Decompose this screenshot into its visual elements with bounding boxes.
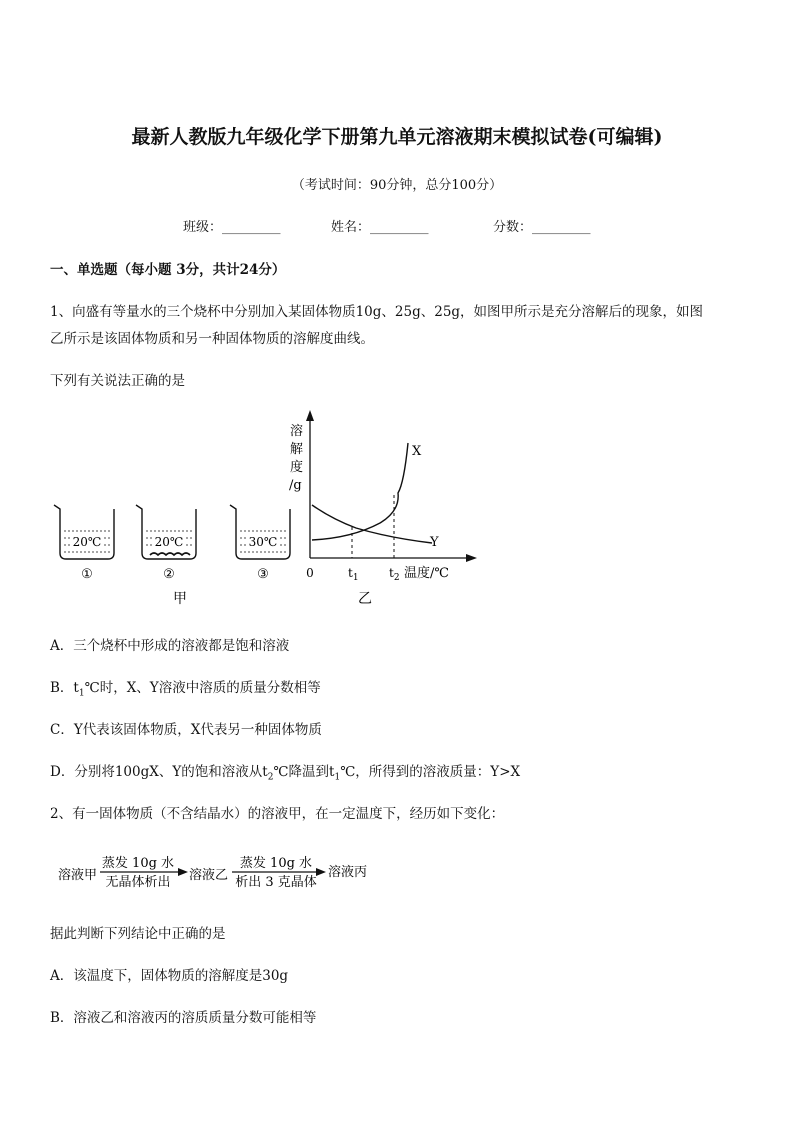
curve-y-label: Y	[430, 535, 439, 550]
beaker-1-temp: 20℃	[72, 535, 102, 549]
q1-option-d-sub1: 2	[267, 772, 274, 783]
curve-x-label: X	[412, 444, 422, 459]
q2-stem: 2、有一固体物质（不含结晶水）的溶液甲，在一定温度下，经历如下变化：	[50, 806, 505, 822]
flow-step1-bottom: 无晶体析出	[105, 875, 171, 890]
name-field: 姓名：_________	[331, 220, 429, 235]
t1-label: $t_1$	[348, 566, 359, 583]
t2-label: $t_2$	[389, 566, 400, 583]
curve-y	[312, 505, 432, 543]
q1-option-d-text: D．分别将100gX、Y的饱和溶液从t	[50, 764, 268, 780]
flow-arrow-1-head	[178, 868, 188, 876]
score-field: 分数：_________	[493, 220, 591, 235]
q1-option-b-sub: 1	[78, 688, 85, 699]
q1-option-b-text2: ℃时，X、Y溶液中溶质的质量分数相等	[84, 680, 321, 696]
exam-info: （考试时间：90分钟，总分100分）	[291, 178, 503, 193]
q1-option-d-text3: ℃，所得到的溶液质量：Y>X	[340, 764, 521, 780]
x-axis-label: 温度/℃	[404, 566, 449, 581]
beaker-3-number: ③	[257, 567, 269, 582]
y-axis-label-1: 溶	[290, 424, 304, 439]
q2-option-a[interactable]: A．该温度下，固体物质的溶解度是30g	[50, 968, 289, 984]
q2-prompt: 据此判断下列结论中正确的是	[50, 926, 226, 942]
page-title: 最新人教版九年级化学下册第九单元溶液期末模拟试卷(可编辑)	[131, 126, 663, 148]
beaker-3	[230, 505, 290, 582]
flow-solution-jia: 溶液甲	[58, 868, 98, 883]
flow-step2-bottom: 析出 3 克晶体	[235, 875, 317, 890]
q1-option-b-text: B．t	[50, 680, 79, 696]
flow-step2-top: 蒸发 10g 水	[239, 856, 313, 871]
flow-solution-bing: 溶液丙	[328, 865, 368, 880]
y-axis-label-4: /g	[289, 478, 302, 493]
flow-arrow-2-head	[316, 868, 326, 876]
origin-label: 0	[306, 566, 314, 580]
q1-option-d-text2: ℃降温到t	[273, 764, 335, 780]
q1-option-d-sub2: 1	[334, 772, 341, 783]
q1-option-a[interactable]: A．三个烧杯中形成的溶液都是饱和溶液	[50, 638, 290, 654]
figure-jia-label: 甲	[173, 591, 187, 607]
beaker-2-number: ②	[163, 567, 175, 582]
q1-figure	[40, 405, 490, 610]
y-axis-label-3: 度	[290, 460, 304, 475]
beaker-2-temp: 20℃	[154, 535, 184, 549]
section-heading: 一、单选题（每小题 3分，共计24分）	[50, 262, 286, 278]
q1-stem-line2: 乙所示是该固体物质和另一种固体物质的溶解度曲线。	[50, 331, 374, 347]
solubility-chart	[289, 410, 477, 607]
q1-option-c[interactable]: C．Y代表该固体物质，X代表另一种固体物质	[50, 722, 322, 738]
beaker-1-number: ①	[81, 567, 93, 582]
q2-flow-diagram	[50, 845, 390, 895]
undissolved-solid	[150, 553, 190, 555]
q2-option-b[interactable]: B．溶液乙和溶液丙的溶质质量分数可能相等	[50, 1010, 317, 1026]
q1-stem-line1: 1、向盛有等量水的三个烧杯中分别加入某固体物质10g、25g、25g，如图甲所示是充分溶解后的现象，如图	[50, 304, 704, 320]
beaker-2	[136, 505, 196, 582]
q1-option-b[interactable]	[50, 676, 321, 699]
figure-yi-label: 乙	[358, 591, 372, 607]
q1-option-d[interactable]	[50, 760, 520, 783]
q1-prompt: 下列有关说法正确的是	[50, 373, 185, 389]
x-axis-arrow	[466, 554, 477, 562]
flow-solution-yi: 溶液乙	[189, 868, 229, 883]
beaker-3-temp: 30℃	[248, 535, 278, 549]
y-axis-arrow	[306, 410, 314, 421]
flow-step1-top: 蒸发 10g 水	[101, 856, 175, 871]
class-field: 班级：_________	[183, 220, 281, 235]
beaker-1	[54, 505, 114, 582]
y-axis-label-2: 解	[290, 442, 304, 457]
